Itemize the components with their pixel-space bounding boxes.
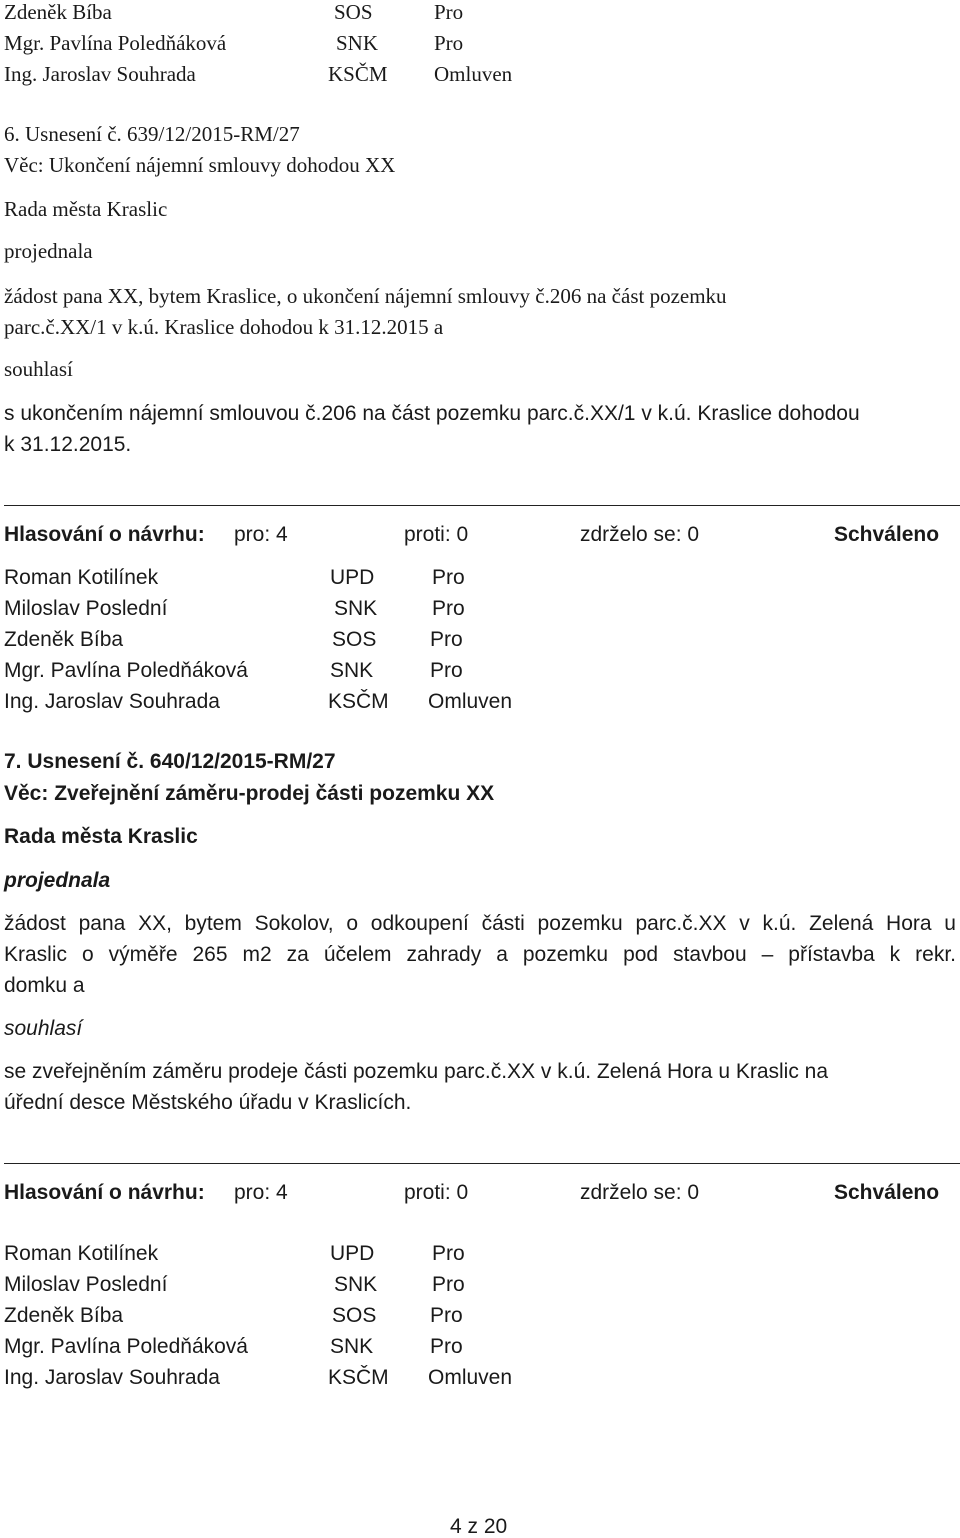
voter-party: SNK [330,1335,374,1358]
voter-party: SNK [336,31,379,55]
vote-row [4,1367,904,1393]
resolution-heading: 6. Usnesení č. 639/12/2015-RM/27 [4,122,300,146]
voter-party: KSČM [328,690,389,713]
resolution-heading: 7. Usnesení č. 640/12/2015-RM/27 [4,750,336,773]
resolution-text: úřední desce Městského úřadu v Kraslicích. [4,1091,412,1114]
resolution-subject: Věc: Zveřejnění záměru-prodej části pozemku XX [4,782,495,805]
voter-vote: Omluven [428,690,513,713]
request-line: Kraslic o výměře 265 m2 za účelem zahrady a pozemku pod stavbou – přístavba k rekr. [4,943,956,966]
voter-party: SOS [332,628,377,651]
vote-abstain: zdrželo se: 0 [580,1181,700,1204]
request-text: žádost pana XX, bytem Kraslice, o ukončení nájemní smlouvy č.206 na část pozemku [4,284,727,308]
resolution-subject: Věc: Ukončení nájemní smlouvy dohodou XX [4,153,396,177]
vote-row [4,598,904,624]
council-name: Rada města Kraslic [4,825,198,848]
voter-name: Ing. Jaroslav Souhrada [4,1366,220,1389]
vote-proti: proti: 0 [404,523,469,546]
voter-party: KSČM [328,62,388,86]
voter-name: Ing. Jaroslav Souhrada [4,62,196,86]
vote-row [4,691,904,717]
vote-pro: pro: 4 [234,1181,288,1204]
vote-proti: proti: 0 [404,1181,469,1204]
vote-label: Hlasování o návrhu: [4,1181,205,1204]
voter-name: Roman Kotilínek [4,566,159,589]
request-text: domku a [4,974,85,997]
vote-label: Hlasování o návrhu: [4,523,205,546]
request-line: žádost pana XX, bytem Sokolov, o odkoupení části pozemku parc.č.XX v k.ú. Zelená Hora u [4,912,956,935]
voter-vote: Pro [434,31,464,55]
voter-vote: Pro [430,659,463,682]
vote-row [4,660,904,686]
voter-vote: Pro [432,1242,465,1265]
voter-name: Zdeněk Bíba [4,1304,124,1327]
request-text [4,944,956,965]
vote-row [4,1243,904,1269]
council-name: Rada města Kraslic [4,197,168,221]
voter-vote: Omluven [428,1366,513,1389]
voter-name: Zdeněk Bíba [4,628,124,651]
vote-result: Schváleno [834,1181,940,1204]
agrees-label: souhlasí [4,357,73,381]
voter-name: Roman Kotilínek [4,1242,159,1265]
vote-row [4,1336,904,1362]
vote-row [4,567,904,593]
voter-vote: Pro [430,628,463,651]
request-text [4,913,956,934]
voter-vote: Pro [432,566,465,589]
vote-row [4,1274,904,1300]
resolution-text: k 31.12.2015. [4,433,132,456]
page-number: 4 z 20 [450,1515,508,1538]
voter-party: SNK [334,1273,378,1296]
divider [4,1163,960,1164]
voter-party: SNK [330,659,374,682]
vote-row [4,64,904,90]
voter-name: Mgr. Pavlína Poledňáková [4,1335,248,1358]
vote-abstain: zdrželo se: 0 [580,523,700,546]
vote-row [4,1305,904,1331]
voter-vote: Pro [432,1273,465,1296]
discussed-label: projednala [4,239,93,263]
vote-row [4,2,904,28]
agrees-label: souhlasí [4,1017,83,1040]
voter-party: UPD [330,566,375,589]
voter-name: Zdeněk Bíba [4,0,112,24]
voter-party: SNK [334,597,378,620]
request-text: parc.č.XX/1 v k.ú. Kraslice dohodou k 31.12.2015 a [4,315,444,339]
voter-party: KSČM [328,1366,389,1389]
vote-result: Schváleno [834,523,940,546]
vote-row [4,629,904,655]
voter-party: UPD [330,1242,375,1265]
voter-name: Mgr. Pavlína Poledňáková [4,31,227,55]
voter-vote: Omluven [434,62,513,86]
voter-vote: Pro [430,1335,463,1358]
voter-vote: Pro [432,597,465,620]
resolution-text: s ukončením nájemní smlouvou č.206 na část pozemku parc.č.XX/1 v k.ú. Kraslice dohodou [4,402,860,425]
vote-row [4,33,904,59]
voter-name: Ing. Jaroslav Souhrada [4,690,220,713]
voter-name: Miloslav Poslední [4,1273,168,1296]
voter-name: Miloslav Poslední [4,597,168,620]
voter-name: Mgr. Pavlína Poledňáková [4,659,248,682]
vote-pro: pro: 4 [234,523,288,546]
divider [4,505,960,506]
voter-party: SOS [332,1304,377,1327]
resolution-text: se zveřejněním záměru prodeje části pozemku parc.č.XX v k.ú. Zelená Hora u Kraslic na [4,1060,829,1083]
discussed-label: projednala [4,869,111,892]
voter-party: SOS [334,0,373,24]
voter-vote: Pro [434,0,464,24]
voter-vote: Pro [430,1304,463,1327]
